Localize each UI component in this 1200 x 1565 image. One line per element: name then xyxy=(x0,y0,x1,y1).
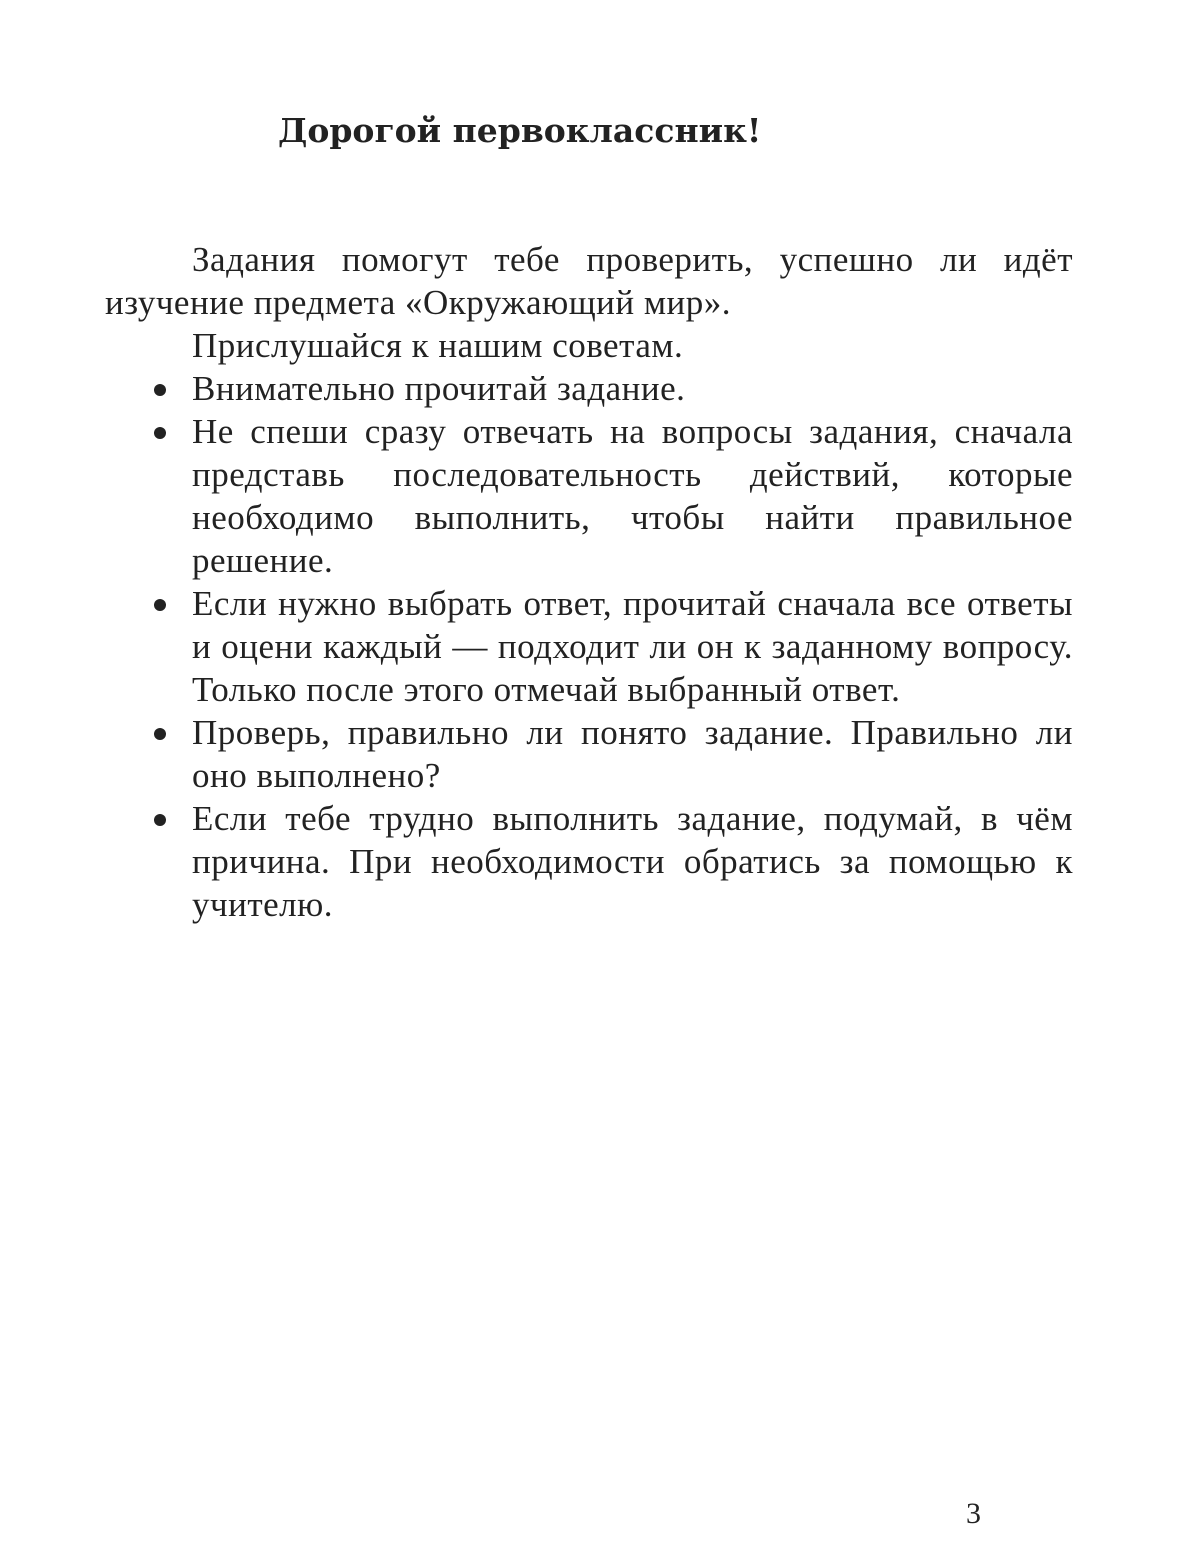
page-number: 3 xyxy=(966,1497,981,1530)
intro-paragraph: Прислушайся к нашим советам. xyxy=(192,326,684,365)
list-item xyxy=(105,367,1073,410)
intro-paragraph: Задания помогут тебе проверить, успешно ли идёт изучение предмета «Окружающий мир». xyxy=(105,240,1073,322)
body-text xyxy=(105,238,1073,926)
tips-list xyxy=(105,367,1073,926)
bullet-icon xyxy=(154,814,166,826)
bullet-icon xyxy=(154,427,166,439)
list-item xyxy=(105,582,1073,711)
list-item xyxy=(105,410,1073,582)
list-item xyxy=(105,711,1073,797)
tip-text: Если тебе трудно выполнить задание, подумай, в чём причина. При необходимости обратись за помощью к учителю. xyxy=(192,799,1073,924)
tip-text: Если нужно выбрать ответ, прочитай сначала все ответы и оцени каждый — подходит ли он к заданному вопросу. Только после этого отмечай выбранный ответ. xyxy=(192,584,1073,709)
bullet-icon xyxy=(154,599,166,611)
bullet-icon xyxy=(154,728,166,740)
tip-text: Не спеши сразу отвечать на вопросы задания, сначала представь последовательность действий, которые необходимо выполнить, чтобы найти правильное решение. xyxy=(192,412,1073,580)
page-title: Дорогой первоклассник! xyxy=(278,111,762,150)
list-item xyxy=(105,797,1073,926)
tip-text: Внимательно прочитай задание. xyxy=(192,369,686,408)
tip-text: Проверь, правильно ли понято задание. Правильно ли оно выполнено? xyxy=(192,713,1073,795)
bullet-icon xyxy=(154,384,166,396)
